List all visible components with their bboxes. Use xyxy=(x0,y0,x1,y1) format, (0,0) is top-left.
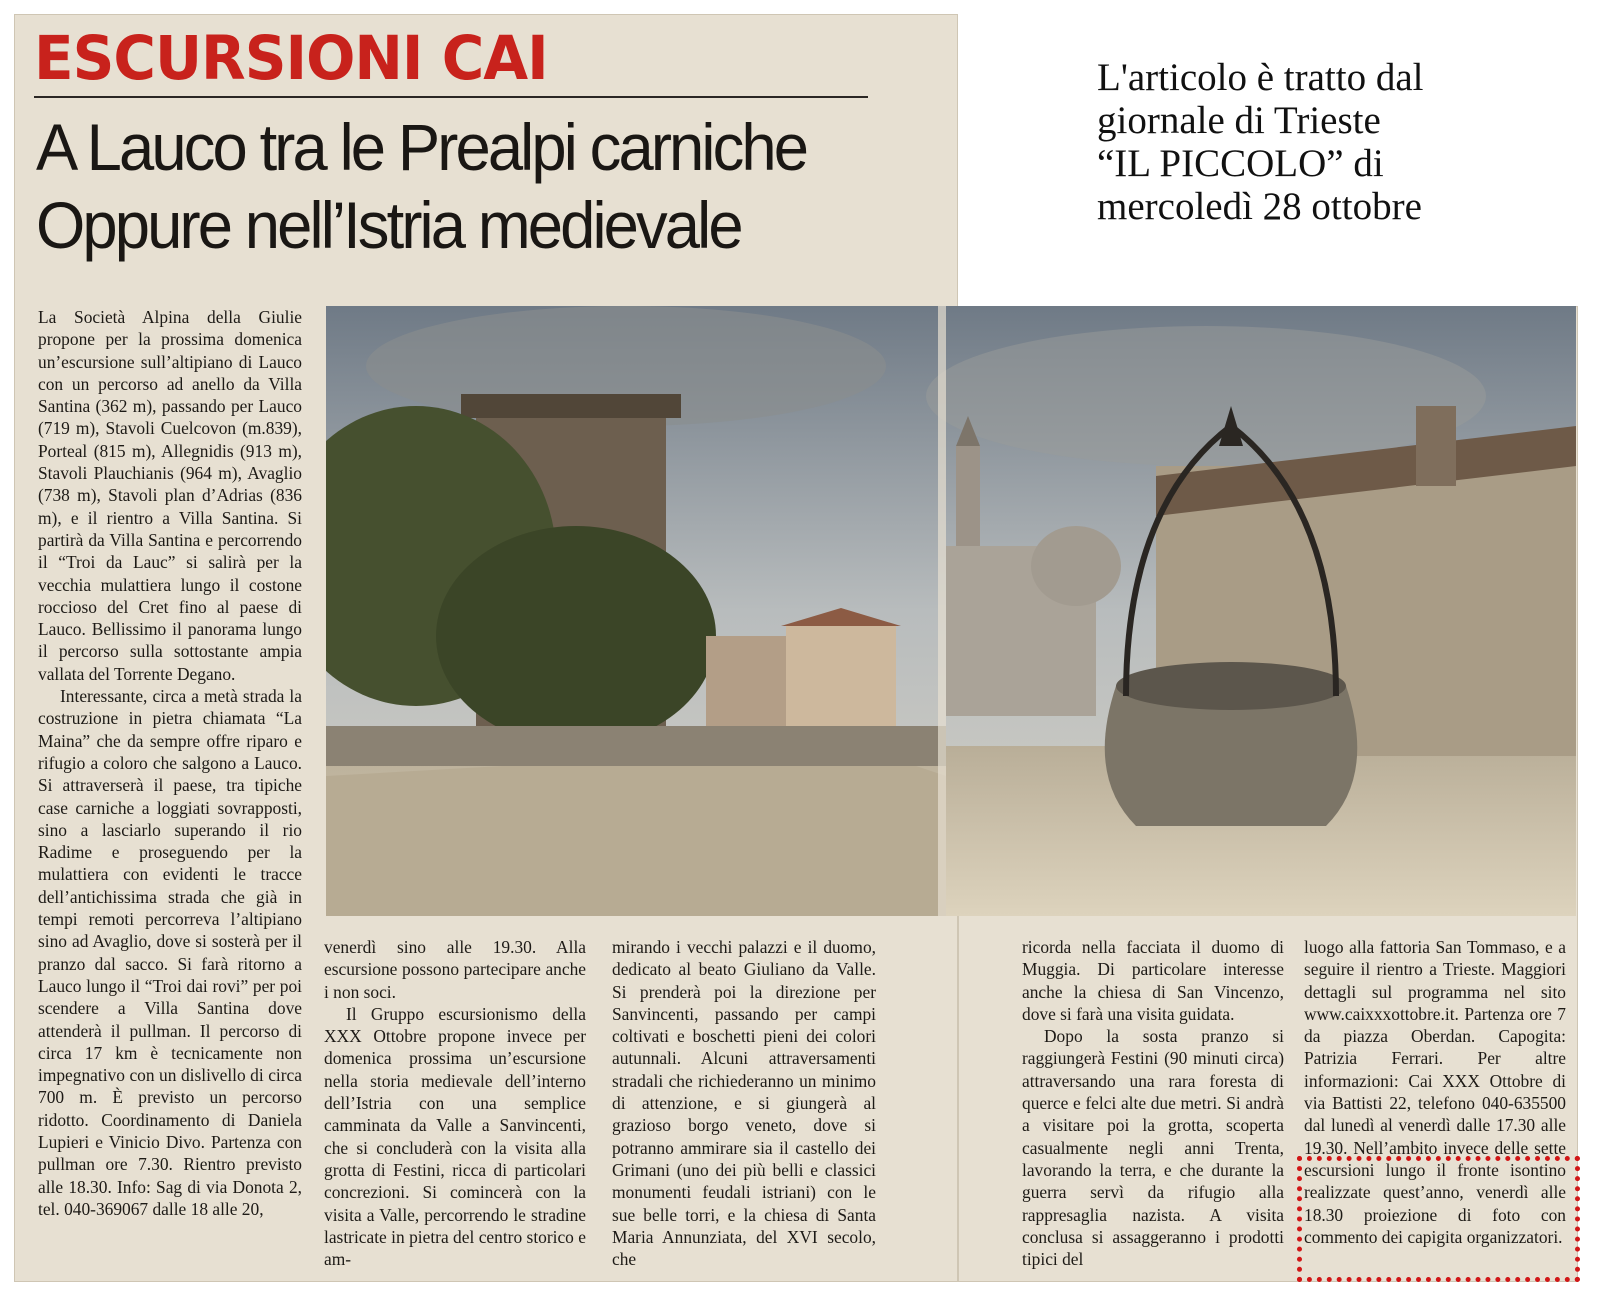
paragraph: ricorda nella facciata il duomo di Muggia. Di particolare interesse anche la chiesa di San Vincenzo, dove si farà una visita guidata. xyxy=(1022,937,1284,1024)
headline xyxy=(36,108,900,264)
paragraph: La Società Alpina della Giulie propone per la prossima domenica un’escursione sull’altipiano di Lauco con un percorso ad anello da Villa Santina (362 m), passando per Lauco (719 m), Stavoli Cuelcovon (m.839), Porteal (815 m), Allegnidis (913 m), Stavoli Plauchianis (964 m), Avaglio (738 m), Stavoli plan d’Adrias (836 m), e il rientro a Villa Santina. Si partirà da Villa Santina e percorrendo il “Troi da Lauc” si salirà per la vecchia mulattiera lungo il costone roccioso del Cret fino al paese di Lauco. Bellissimo il panorama lungo il percorso sulla sottostante ampia vallata del Torrente Degano. xyxy=(38,307,302,684)
source-note-line-3: “IL PICCOLO” di xyxy=(1097,142,1384,185)
paragraph: Interessante, circa a metà strada la costruzione in pietra chiamata “La Maina” che da sempre offre riparo e rifugio a coloro che salgono a Lauco. Si attraverserà il paese, tra tipiche case carniche a loggiati sovrapposti, sino a lasciarlo superando il rio Radime e proseguendo per la mulattiera con evidenti le tracce dell’antichissima strada che già in tempi remoti percorreva l’altipiano sino ad Avaglio, dove si sosterà per il pranzo dal sacco. Si farà ritorno a Lauco lungo il “Troi dai rovi” per poi scendere a Villa Santina dove attenderà il pullman. Il percorso di circa 17 km è tecnicamente non impegnativo con un dislivello di circa 700 m. È previsto un percorso ridotto. Coordinamento di Daniela Lupieri e Vinicio Divo. Partenza con pullman ore 7.30. Rientro previsto alle 18.30. Info: Sag di via Donota 2, tel. 040-369067 dalle 18 alle 20, xyxy=(38,686,302,1219)
article-column-3 xyxy=(612,936,876,1270)
paragraph: Il Gruppo escursionismo della XXX Ottobre propone invece per domenica prossima un’escursione nella storia medievale dell’interno dell’Istria con una semplice camminata da Valle a Sanvincenti, che si concluderà con la visita alla grotta di Festini, ricca di particolari concrezioni. Si comincerà con la visita a Valle, percorrendo le stradine lastricate in pietra del centro storico e am- xyxy=(324,1003,586,1270)
highlight-box xyxy=(1297,1156,1580,1282)
paragraph: mirando i vecchi palazzi e il duomo, dedicato al beato Giuliano da Valle. Si prenderà poi la direzione per Sanvincenti, passando per campi coltivati e boschetti pieni dei colori autunnali. Alcuni attraversamenti stradali che richiederanno un minimo di attenzione, e si giungerà al grazioso borgo veneto, dove si potranno ammirare sia il castello dei Grimani (uno dei più belli e classici monumenti feudali istriani) con le sue belle torri, e la chiesa di Santa Maria Annunziata, del XVI secolo, che xyxy=(612,937,876,1270)
article-column-2 xyxy=(324,936,586,1270)
paragraph: luogo alla fattoria San Tommaso, e a seguire il rientro a Trieste. Maggiori dettagli sul programma nel sito www.caixxxottobre.it. Partenza ore 7 da piazza Oberdan. Capogita: Patrizia Ferrari. Per altre informazioni: Cai XXX Ottobre di via Battisti 22, telefono 040-635500 dal lunedì al venerdì dalle 17.30 alle 19.30. Nell’ambito invece delle sette escursioni lungo il fronte isontino realizzate quest’anno, venerdì alle 18.30 proiezione di foto con commento dei capigita organizzatori. xyxy=(1304,937,1566,1247)
source-note xyxy=(1097,56,1537,228)
photo-caption-remnant xyxy=(1022,918,1566,932)
paragraph: Dopo la sosta pranzo si raggiungerà Festini (90 minuti circa) attraversando una rara foresta di querce e felci alte due metri. Si andrà a visitare poi la grotta, scoperta casualmente negli anni Trenta, lavorando la terra, e che durante la guerra servì da rifugio alla rappresaglia nazista. A visita conclusa si assaggeranno i prodotti tipici del xyxy=(1022,1026,1284,1270)
section-kicker: ESCURSIONI CAI xyxy=(34,22,548,94)
article-column-4 xyxy=(1022,936,1284,1270)
source-note-line-2: giornale di Trieste xyxy=(1097,99,1381,142)
article-photo xyxy=(326,306,1576,916)
headline-line-2: Oppure nell’Istria medievale xyxy=(36,188,741,262)
headline-line-1: A Lauco tra le Prealpi carniche xyxy=(36,110,807,184)
kicker-rule xyxy=(34,96,868,98)
source-note-line-1: L'articolo è tratto dal xyxy=(1097,56,1424,99)
source-note-line-4: mercoledì 28 ottobre xyxy=(1097,185,1422,228)
paragraph: venerdì sino alle 19.30. Alla escursione possono partecipare anche i non soci. xyxy=(324,937,586,1002)
article-column-1 xyxy=(38,306,302,1220)
